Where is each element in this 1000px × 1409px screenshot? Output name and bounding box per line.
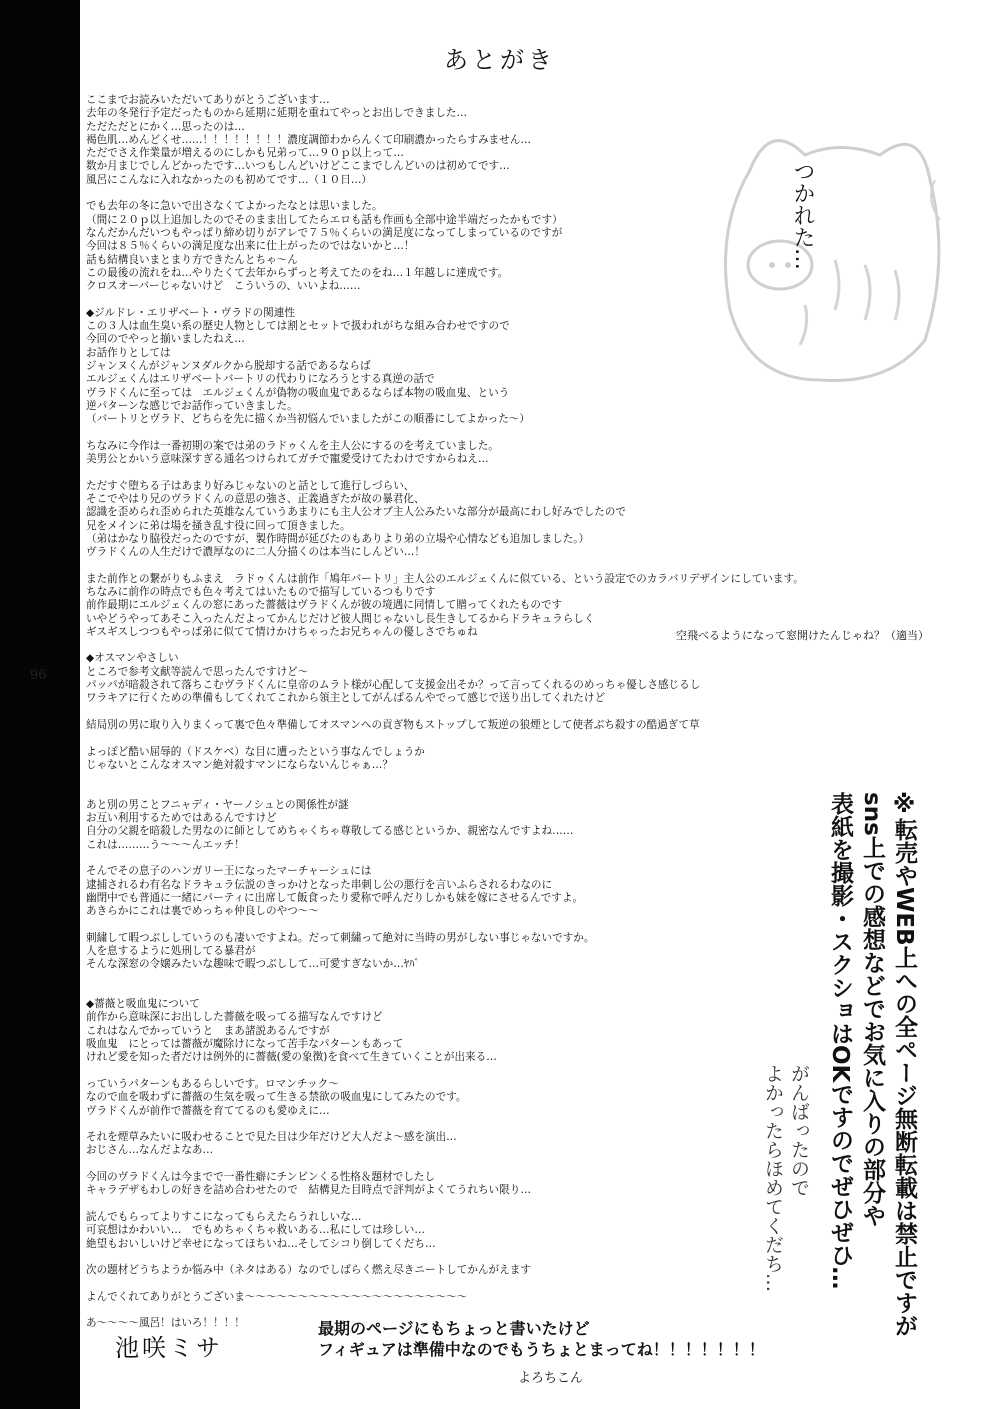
body-line: いやどうやってあそこ入ったんだよってかんじだけど彼人間じゃないし長生きしてるからドラキュラらしく xyxy=(86,612,595,625)
body-line: けれど愛を知った者だけは例外的に薔薇(愛の象徴)を食べて生きていくことが出来る… xyxy=(86,1051,497,1064)
body-line: （間に２０ｐ以上追加したのでそのまま出してたらエロも話も作画も全部中途半端だったかもです） xyxy=(86,213,563,226)
aside-note: 空飛べるようになって窓開けたんじゃね？（適当） xyxy=(676,629,929,642)
body-line xyxy=(86,559,986,572)
body-line: 前作から意味深にお出しした薔薇を吸ってる描写なんですけど xyxy=(86,1011,383,1024)
body-line: ギスギスしつつもやっぱ弟に似てて情けかけちゃったお兄ちゃんの優しさでちゅね xyxy=(86,625,478,638)
body-line: 風呂にこんなに入れなかったのも初めてです…（１０日…） xyxy=(86,173,373,186)
body-line xyxy=(86,426,986,439)
notice-line: ※転売やWEB上への全ページ無断転載は禁止ですが xyxy=(891,792,917,1337)
body-line: あと別の男ことフニャディ・ヤーノシュとの関係性が謎 xyxy=(86,798,349,811)
body-line xyxy=(86,732,986,745)
body-line: ヴラドくんが前作で薔薇を育ててるのも愛ゆえに… xyxy=(86,1104,330,1117)
body-line: 絶望もおいしいけど幸せになってほちいね…そしてシコり倒してくだち… xyxy=(86,1237,436,1250)
body-line: キャラデザもわしの好きを詰め合わせたので 結構見た目時点で評判がよくてうれちい限り… xyxy=(86,1184,531,1197)
body-line: エルジェくんはエリザベートバートリの代わりになろうとする真逆の話で xyxy=(86,373,435,386)
body-line: 自分の父親を暗殺した男なのに師としてめちゃくちゃ尊敬してる感じというか、親密なんですよね…… xyxy=(86,825,574,838)
body-line: ワラキアに行くための準備もしてくれてこれから領主としてがんばるんやでって感じで送り出してくれたけど xyxy=(86,692,606,705)
body-line: じゃないとこんなオスマン絶対殺すマンにならないんじゃぁ…？ xyxy=(86,758,393,771)
body-line xyxy=(86,706,986,719)
author-name: 池咲ミサ xyxy=(115,1334,223,1362)
page-number: 96 xyxy=(30,668,47,683)
body-line: （弟はかなり脇役だったのですが、製作時間が延びたのもありより弟の立場や心情なども追加しました。） xyxy=(86,532,590,545)
footer-line: フィギュアは準備中なのでもうちょとまってね！！！！！！！ xyxy=(318,1340,765,1359)
signoff: よろちこん xyxy=(518,1371,584,1386)
body-line: また前作との繋がりもふまえ ラドゥくんは前作「鳩年バートリ」主人公のエルジェくんに似ている、という設定でのカラバリデザインにしています。 xyxy=(86,572,804,585)
body-line: でも去年の冬に急いで出さなくてよかったなとは思いました。 xyxy=(86,200,383,213)
body-line: 去年の冬発行予定だったものから延期に延期を重ねてやっとお出しできました… xyxy=(86,107,468,120)
body-line: ジャンヌくんがジャンヌダルクから脱却する話であるならば xyxy=(86,359,371,372)
body-line: おじさん…なんだよなあ… xyxy=(86,1144,214,1157)
body-line: ヴラドくんの人生だけで濃厚なのに二人分描くのは本当にしんどい…！ xyxy=(86,546,425,559)
body-line: クロスオーバーじゃないけど こういうの、いいよね…… xyxy=(86,280,361,293)
reprint-notice xyxy=(824,792,920,1352)
body-line: この最後の流れをね…やりたくて去年からずっと考えてたのをね…１年越しに達成です。 xyxy=(86,266,509,279)
footer-line: 最期のページにもちょっと書いたけど xyxy=(318,1319,590,1338)
body-line: ここまでお読みいただいてありがとうございます… xyxy=(86,94,330,106)
body-line: ただただとにかく…思ったのは… xyxy=(86,120,245,133)
tired-pig-doodle xyxy=(710,110,960,390)
body-line: これは………う～～～んエッチ！ xyxy=(86,838,245,851)
body-line: 今回のでやっと揃いましたねえ… xyxy=(86,333,245,346)
body-line: この３人は血生臭い系の歴史人物としては割とセットで扱われがちな組み合わせですので xyxy=(86,320,510,333)
body-line: 幽閉中でも普通に一緒にパーティに出席して飯食ったり愛称で呼んだりしかも妹を嫁にさせるんですよ。 xyxy=(86,891,584,904)
body-line xyxy=(86,772,986,785)
body-line: 数か月まじでしんどかったです…いつもしんどいけどここまでしんどいのは初めてです… xyxy=(86,160,510,173)
praise-request xyxy=(760,1064,812,1294)
body-line: 褐色肌…めんどくせ……！！！！！！！！濃度調節わからんくて印刷濃かったらすみません… xyxy=(86,133,531,146)
body-line: そんでその息子のハンガリー王になったマーチャーシュには xyxy=(86,865,372,878)
body-line: 前作最期にエルジェくんの窓にあった薔薇はヴラドくんが彼の境遇に同情して贈ってくれたものです xyxy=(86,599,563,612)
body-line: それを煙草みたいに吸わせることで見た目は少年だけど大人だよ～感を演出… xyxy=(86,1131,457,1144)
body-line: 話も結構良いまとまり方できたんとちゃ～ん xyxy=(86,253,298,266)
page-title: あとがき xyxy=(444,46,556,74)
body-line: 次の題材どうちようか悩み中（ネタはある）なのでしばらく燃え尽きニートしてかんがえます xyxy=(86,1264,531,1277)
body-line: 認識を歪められ歪められた英雄なんていうあまりにも主人公オブ主人公みたいな部分が最高にわし好みでしたので xyxy=(86,506,626,519)
body-line: お互い利用するためではあるんですけど xyxy=(86,812,277,825)
body-line: （バートリとヴラド、どちらを先に描くか当初悩んでいましたがこの順番にしてよかった～） xyxy=(86,413,530,426)
doodle-caption: つかれた… xyxy=(790,160,815,270)
body-line: これはなんでかっていうと まあ諸説あるんですが xyxy=(86,1024,330,1037)
body-line: あ～～～～風呂！はいろ！！！！ xyxy=(86,1317,245,1330)
body-line: 結局別の男に取り入りまくって裏で色々準備してオスマンへの貢ぎ物もストップして叛逆の狼煙として使者ぶち殺すの酷過ぎて草 xyxy=(86,718,700,731)
body-line: あきらかにこれは裏でめっちゃ仲良しのやつ～～ xyxy=(86,905,319,918)
body-line: 兄をメインに弟は場を掻き乱す役に回って頂きました。 xyxy=(86,519,351,532)
body-line: ヴラドくんに至っては エルジェくんが偽物の吸血鬼であるならば本物の吸血鬼、という xyxy=(86,386,510,399)
body-line: そこでやはり兄のヴラドくんの意思の強さ、正義過ぎたが故の暴君化、 xyxy=(86,492,425,505)
body-line: ちなみに今作は一番初期の案では弟のラドゥくんを主人公にするのを考えていました。 xyxy=(86,439,499,452)
body-line xyxy=(86,466,986,479)
body-line: よっぽど酷い屈辱的（ドスケベ）な目に遭ったという事なんでしょうか xyxy=(86,745,425,758)
body-line: なんだかんだいつもやっぱり締め切りがアレで７５％くらいの満足度になってしまっているのですが xyxy=(86,226,563,239)
body-line: 逆パターンな感じでお話作っていきました。 xyxy=(86,399,298,412)
praise-line: がんばったので xyxy=(788,1064,810,1197)
body-line: 逮捕されるわ有名なドラキュラ伝説のきっかけとなった串刺し公の悪行を言いふらされるわなのに xyxy=(86,878,553,891)
notice-line: sns上での感想などでお気に入りの部分や xyxy=(859,792,885,1227)
body-line: なので血を吸わずに薔薇の生気を吸って生きる禁欲の吸血鬼にしてみたのです。 xyxy=(86,1091,467,1104)
notice-line: 表紙を撮影・スクショはOKですのでぜひぜひ… xyxy=(827,792,853,1290)
body-line: パッパが暗殺されて落ちこむヴラドくんに皇帝のムラト様が心配して支援金出そか？って言ってくれるのめっちゃ優しさ感じるし xyxy=(86,679,701,692)
body-line: そんな深窓の令嬢みたいな趣味で暇つぶしして…可愛すぎないか…ﾔﾊﾞ xyxy=(86,958,420,971)
body-line: お話作りとしては xyxy=(86,346,171,359)
body-line: 可哀想はかわいい… でもめちゃくちゃ救いある…私にしては珍しい… xyxy=(86,1224,425,1237)
body-line: ちなみに前作の時点でも色々考えてはいたもので描写しているつもりです xyxy=(86,585,436,598)
body-line: 刺繍して暇つぶししていうのも凄いですよね。だって刺繍って絶対に当時の男がしない事じゃないですか。 xyxy=(86,931,595,944)
body-line: 今回は８５％くらいの満足度な出来に仕上がったのではないかと…！ xyxy=(86,240,415,253)
body-line: ◆ジルドレ・エリザベート・ヴラドの関連性 xyxy=(86,306,295,319)
body-line: 吸血鬼 にとっては薔薇が魔除けになって苦手なパターンもあって xyxy=(86,1038,404,1051)
body-line: 美男公とかいう意味深すぎる通名つけられてガチで寵愛受けてたわけですからねえ… xyxy=(86,453,489,466)
body-line: 読んでもらってよりすこになってもらえたらうれしいな… xyxy=(86,1210,362,1223)
body-line: っていうパターンもあるらしいです。ロマンチック～ xyxy=(86,1077,339,1090)
body-line: ただすぐ堕ちる子はあまり好みじゃないのと話として進行しづらい、 xyxy=(86,479,415,492)
footer-note xyxy=(318,1318,765,1360)
body-line: ところで参考文献等読んで思ったんですけど～ xyxy=(86,665,309,678)
body-line: ◆薔薇と吸血鬼について xyxy=(86,998,200,1011)
body-line: よんでくれてありがとうございま～～～～～～～～～～～～～～～～～～～～～ xyxy=(86,1290,468,1303)
body-line: ただでさえ作業量が増えるのにしかも兄弟って…９０ｐ以上って… xyxy=(86,147,404,160)
body-line: 今回のヴラドくんは今までで一番性癖にチンビンくる性格＆題材でしたし xyxy=(86,1171,436,1184)
black-side-bar xyxy=(0,0,80,1409)
body-line: 人を息するように処刑してる暴君が xyxy=(86,945,256,957)
praise-line: よかったらほめてくだち… xyxy=(762,1064,784,1292)
body-line: ◆オスマンやさしい xyxy=(86,652,179,665)
